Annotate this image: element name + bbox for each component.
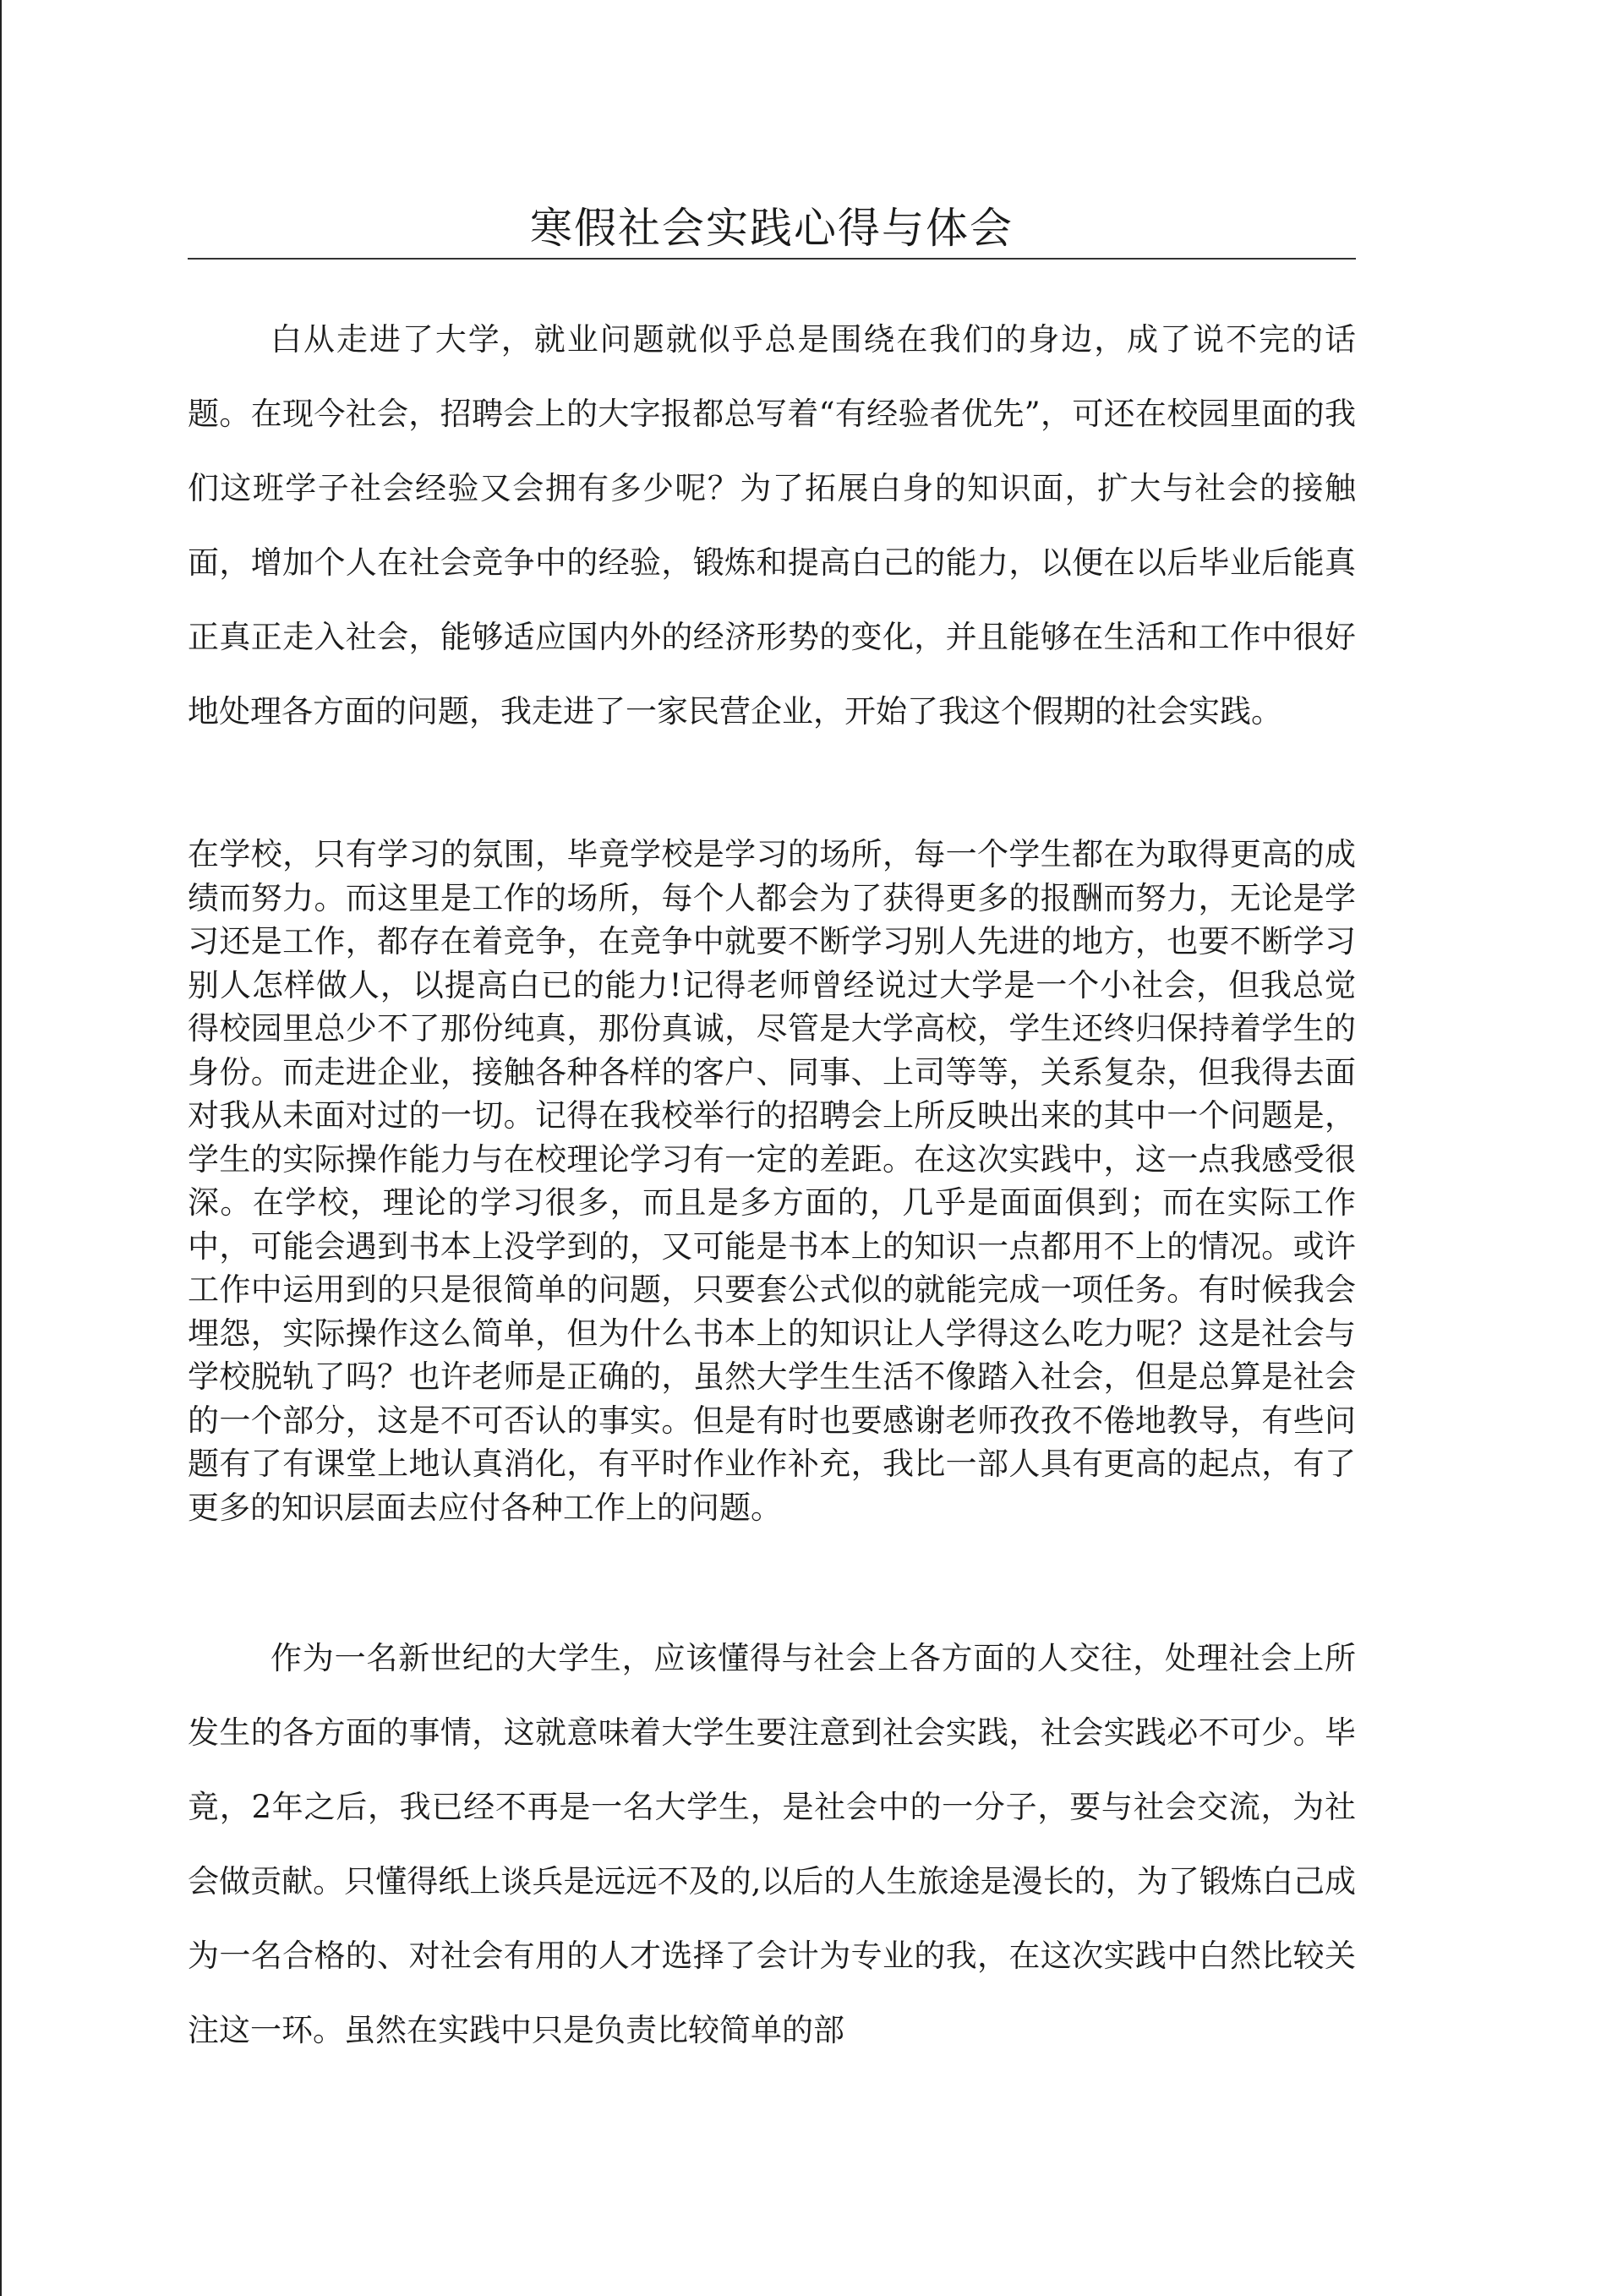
- paragraph-3: 作为一名新世纪的大学生，应该懂得与社会上各方面的人交往，处理社会上所发生的各方面的事情，这就意味着大学生要注意到社会实践，社会实践必不可少。毕竟，2年之后，我已经不再是一名大学生，是社会中的一分子，要与社会交流，为社会做贡献。只懂得纸上谈兵是远远不及的,以后的人生旅途是漫长的，为了锻炼白己成为一名合格的、对社会有用的人才选择了会计为专业的我，在这次实践中白然比较关注这一环。虽然在实践中只是负责比较简单的部: [188, 1640, 1356, 2048]
- paragraph-2: 在学校，只有学习的氛围，毕竟学校是学习的场所，每一个学生都在为取得更高的成绩而努力。而这里是工作的场所，每个人都会为了获得更多的报酬而努力，无论是学习还是工作，都存在着竞争，在竞争中就要不断学习别人先进的地方，也要不断学习别人怎样做人，以提高白已的能力!记得老师曾经说过大学是一个小社会，但我总觉得校园里总少不了那份纯真，那份真诚，尽管是大学高校，学生还终归保持着学生的身份。而走进企业，接触各种各样的客户、同事、上司等等，关系复杂，但我得去面对我从未面对过的一切。记得在我校举行的招聘会上所反映出来的其中一个问题是，学生的实际操作能力与在校理论学习有一定的差距。在这次实践中，这一点我感受很深。在学校，理论的学习很多，而且是多方面的，几乎是面面俱到；而在实际工作中，可能会遇到书本上没学到的，又可能是书本上的知识一点都用不上的情况。或许工作中运用到的只是很简单的问题，只要套公式似的就能完成一项任务。有时候我会埋怨，实际操作这么简单，但为什么书本上的知识让人学得这么吃力呢？这是社会与学校脱轨了吗？也许老师是正确的，虽然大学生生活不像踏入社会，但是总算是社会的一个部分，这是不可否认的事实。但是有时也要感谢老师孜孜不倦地教导，有些问题有了有课堂上地认真消化，有平时作业作补充，我比一部人具有更高的起点，有了更多的知识层面去应付各种工作上的问题。: [188, 836, 1356, 1526]
- title-underline-rule: [188, 258, 1356, 260]
- page-left-border: [0, 0, 2, 2296]
- paragraph-1: 白从走进了大学，就业问题就似乎总是围绕在我们的身边，成了说不完的话题。在现今社会，招聘会上的大字报都总写着“有经验者优先”，可还在校园里面的我们这班学子社会经验又会拥有多少呢？为了拓展白身的知识面，扩大与社会的接触面，增加个人在社会竞争中的经验，锻炼和提高白己的能力，以便在以后毕业后能真正真正走入社会，能够适应国内外的经济形势的变化，并且能够在生活和工作中很好地处理各方面的问题，我走进了一家民营企业，开始了我这个假期的社会实践。: [188, 321, 1356, 730]
- document-title: 寒假社会实践心得与体会: [530, 204, 1014, 253]
